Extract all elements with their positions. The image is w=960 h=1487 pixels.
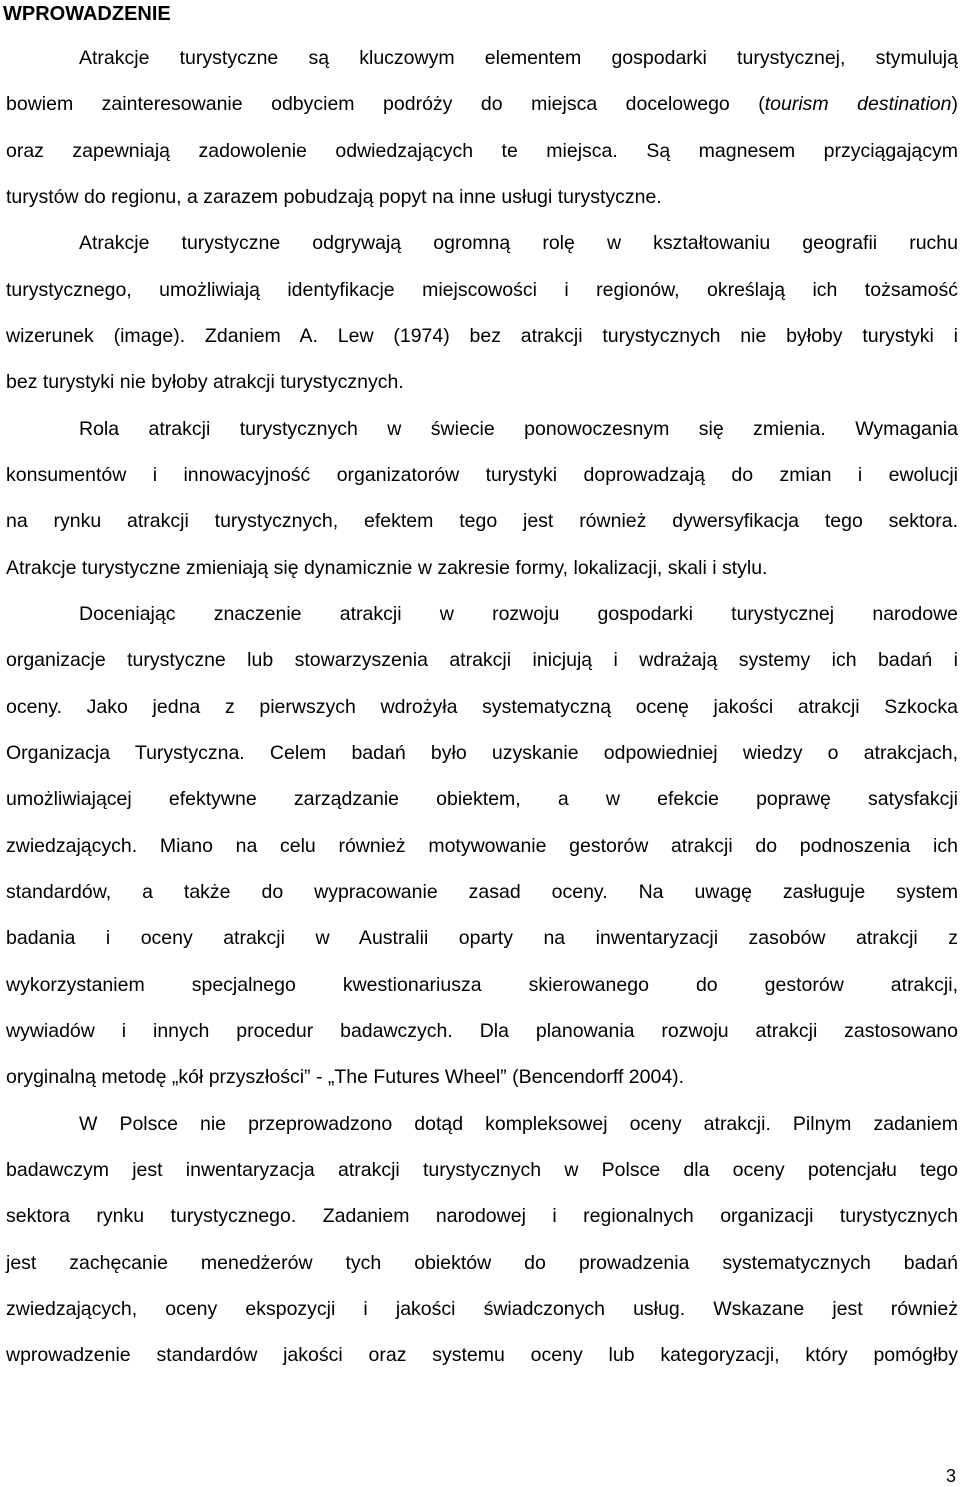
text-line: wykorzystaniem specjalnego kwestionariusza skierowanego do gestorów atrakcji,: [6, 974, 958, 996]
text-line: wprowadzenie standardów jakości oraz systemu oceny lub kategoryzacji, który pomógłby: [6, 1344, 958, 1366]
text-line: organizacje turystyczne lub stowarzyszenia atrakcji inicjują i wdrażają systemy ich badań i: [6, 649, 958, 671]
text-line: Doceniając znaczenie atrakcji w rozwoju gospodarki turystycznej narodowe: [79, 603, 958, 625]
text-line: wywiadów i innych procedur badawczych. Dla planowania rozwoju atrakcji zastosowano: [6, 1020, 958, 1042]
page-number: 3: [945, 1466, 956, 1486]
text-line: bowiem zainteresowanie odbyciem podróży do miejsca docelowego (tourism destination): [6, 93, 958, 115]
text-line: turystycznego, umożliwiają identyfikacje miejscowości i regionów, określają ich tożsamość: [6, 279, 958, 301]
text-line: oryginalną metodę „kół przyszłości” - „The Futures Wheel” (Bencendorff 2004).: [6, 1066, 685, 1088]
text-line: badania i oceny atrakcji w Australii oparty na inwentaryzacji zasobów atrakcji z: [6, 927, 958, 949]
text-line: umożliwiającej efektywne zarządzanie obiektem, a w efekcie poprawę satysfakcji: [6, 788, 958, 810]
text-line: zwiedzających. Miano na celu również motywowanie gestorów atrakcji do podnoszenia ich: [6, 835, 958, 857]
text-line: bez turystyki nie byłoby atrakcji turystycznych.: [6, 371, 404, 393]
text-line: Organizacja Turystyczna. Celem badań było uzyskanie odpowiedniej wiedzy o atrakcjach,: [6, 742, 958, 764]
text-line: zwiedzających, oceny ekspozycji i jakości świadczonych usług. Wskazane jest również: [6, 1298, 958, 1320]
text-line: wizerunek (image). Zdaniem A. Lew (1974) bez atrakcji turystycznych nie byłoby turystyki i: [6, 325, 958, 347]
text-line: Rola atrakcji turystycznych w świecie ponowoczesnym się zmienia. Wymagania: [79, 418, 958, 440]
text-line: Atrakcje turystyczne zmieniają się dynamicznie w zakresie formy, lokalizacji, skali i stylu.: [6, 557, 768, 579]
text-line: sektora rynku turystycznego. Zadaniem narodowej i regionalnych organizacji turystycznych: [6, 1205, 958, 1227]
text-line: na rynku atrakcji turystycznych, efektem tego jest również dywersyfikacja tego sektora.: [6, 510, 958, 532]
text-line: turystów do regionu, a zarazem pobudzają popyt na inne usługi turystyczne.: [6, 186, 662, 208]
text-line: W Polsce nie przeprowadzono dotąd kompleksowej oceny atrakcji. Pilnym zadaniem: [79, 1113, 958, 1135]
section-heading: WPROWADZENIE: [3, 3, 171, 25]
text-line: Atrakcje turystyczne odgrywają ogromną rolę w kształtowaniu geografii ruchu: [79, 232, 958, 254]
text-line: badawczym jest inwentaryzacja atrakcji turystycznych w Polsce dla oceny potencjału tego: [6, 1159, 958, 1181]
text-line: jest zachęcanie menedżerów tych obiektów do prowadzenia systematycznych badań: [6, 1252, 958, 1274]
text-line: Atrakcje turystyczne są kluczowym elementem gospodarki turystycznej, stymulują: [79, 47, 958, 69]
text-line: oceny. Jako jedna z pierwszych wdrożyła systematyczną ocenę jakości atrakcji Szkocka: [6, 696, 958, 718]
text-line: standardów, a także do wypracowanie zasad oceny. Na uwagę zasługuje system: [6, 881, 958, 903]
text-line: konsumentów i innowacyjność organizatorów turystyki doprowadzają do zmian i ewolucji: [6, 464, 958, 486]
text-line: oraz zapewniają zadowolenie odwiedzających te miejsca. Są magnesem przyciągającym: [6, 140, 958, 162]
